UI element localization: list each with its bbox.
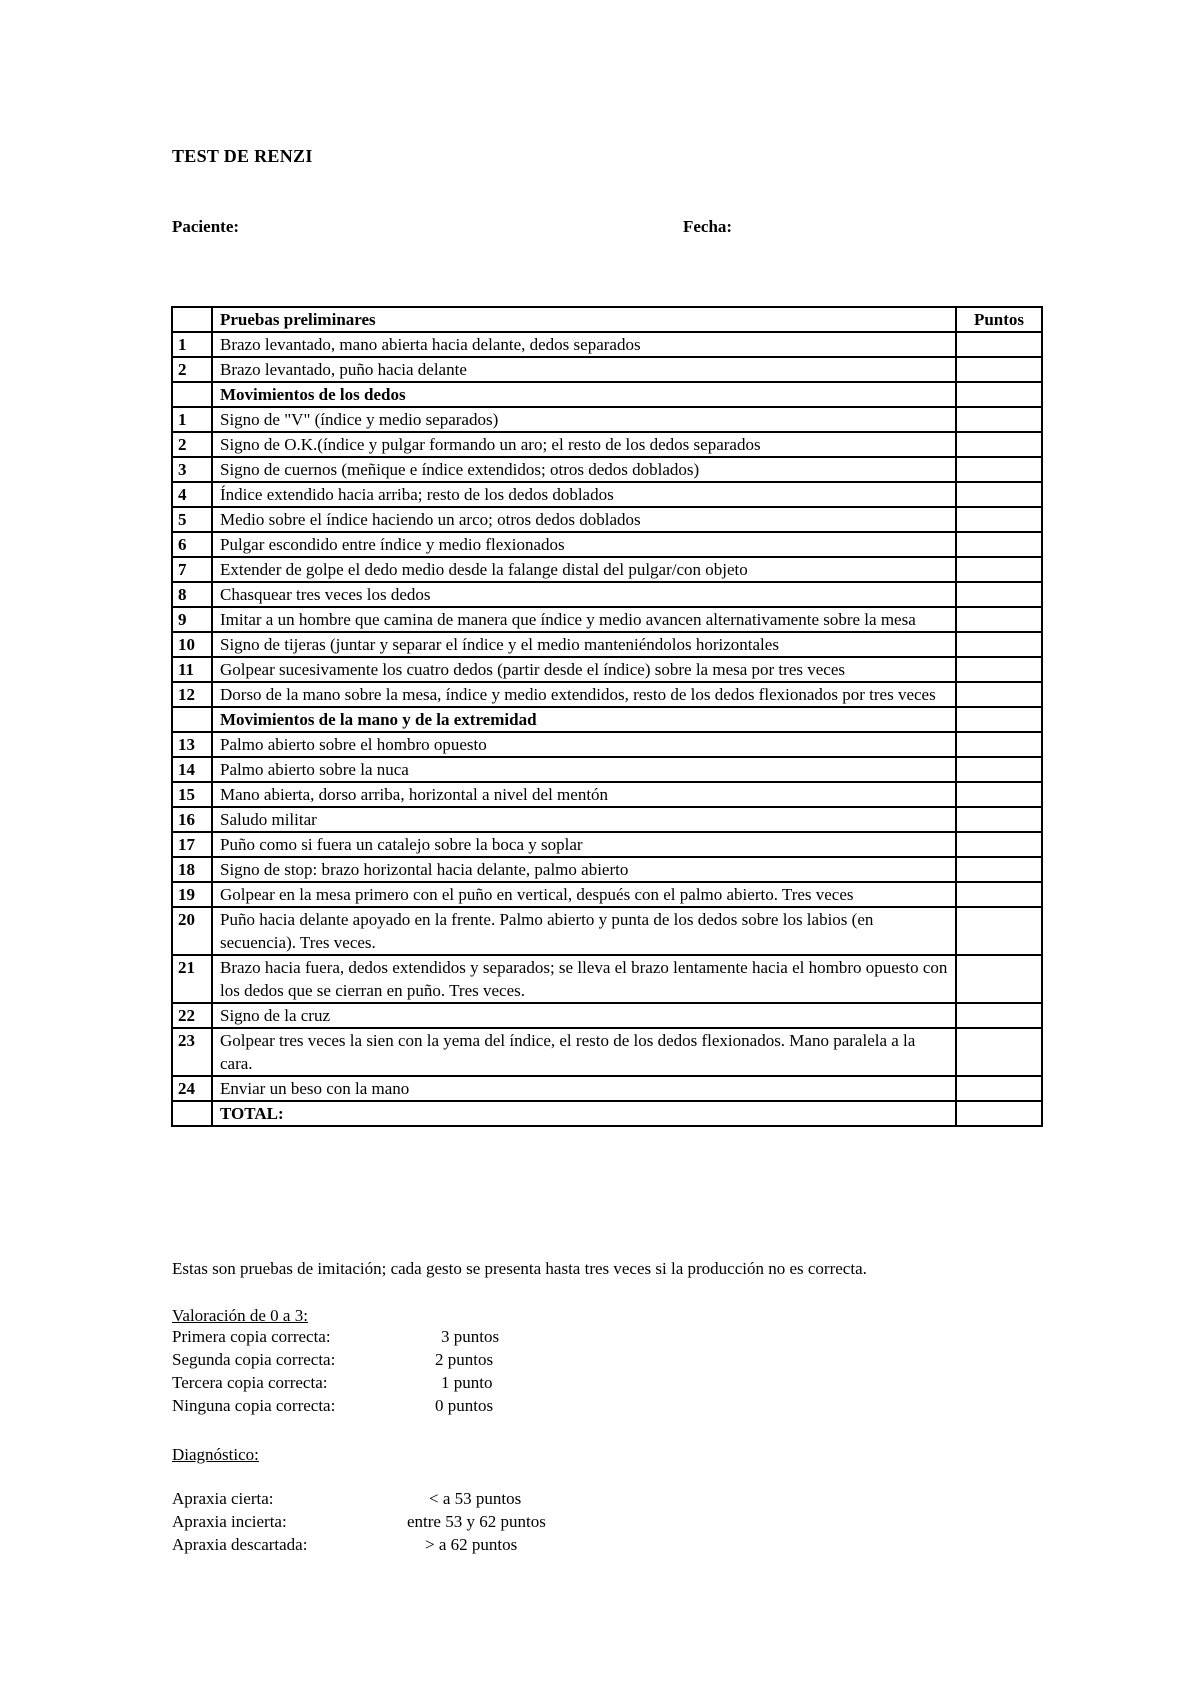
test-number [172,707,212,732]
test-number: 18 [172,857,212,882]
diagnosis-value: > a 62 puntos [425,1535,518,1554]
points-cell[interactable] [956,357,1042,382]
test-description: Índice extendido hacia arriba; resto de los dedos doblados [212,482,956,507]
test-number: 23 [172,1028,212,1076]
test-number: 22 [172,1003,212,1028]
points-cell[interactable] [956,1101,1042,1126]
test-row [172,582,1042,607]
test-number: 20 [172,907,212,955]
test-description: Puño hacia delante apoyado en la frente. Palmo abierto y punta de los dedos sobre los labios (en secuencia). Tres veces. [212,907,956,955]
test-description: Puño como si fuera un catalejo sobre la boca y soplar [212,832,956,857]
test-number: 19 [172,882,212,907]
test-description: Pulgar escondido entre índice y medio flexionados [212,532,956,557]
test-number: 2 [172,357,212,382]
scoring-value: 1 punto [441,1373,493,1392]
diagnosis-title: Diagnóstico: [172,1445,259,1464]
test-description: Golpear sucesivamente los cuatro dedos (partir desde el índice) sobre la mesa por tres veces [212,657,956,682]
section-row [172,1101,1042,1126]
test-number: 7 [172,557,212,582]
points-cell[interactable] [956,707,1042,732]
diagnosis-label: Apraxia descartada: [172,1535,308,1554]
tests-table-body [172,307,1042,1126]
test-description: Chasquear tres veces los dedos [212,582,956,607]
test-number: 8 [172,582,212,607]
test-number: 1 [172,332,212,357]
test-description: Golpear en la mesa primero con el puño en vertical, después con el palmo abierto. Tres veces [212,882,956,907]
test-row [172,457,1042,482]
test-description: Mano abierta, dorso arriba, horizontal a nivel del mentón [212,782,956,807]
points-cell[interactable] [956,482,1042,507]
intro-note: Estas son pruebas de imitación; cada gesto se presenta hasta tres veces si la producción no es correcta. [172,1259,867,1278]
test-row [172,557,1042,582]
points-cell[interactable] [956,382,1042,407]
test-row [172,407,1042,432]
test-row [172,807,1042,832]
test-description: Extender de golpe el dedo medio desde la falange distal del pulgar/con objeto [212,557,956,582]
points-cell[interactable] [956,955,1042,1003]
test-description: Brazo levantado, mano abierta hacia delante, dedos separados [212,332,956,357]
points-cell[interactable] [956,732,1042,757]
test-row [172,1028,1042,1076]
points-cell[interactable] [956,782,1042,807]
section-heading: TOTAL: [212,1101,956,1126]
diagnosis-label: Apraxia incierta: [172,1512,287,1531]
test-description: Signo de O.K.(índice y pulgar formando un aro; el resto de los dedos separados [212,432,956,457]
points-cell[interactable] [956,807,1042,832]
test-description: Palmo abierto sobre el hombro opuesto [212,732,956,757]
test-number [172,382,212,407]
points-cell[interactable] [956,607,1042,632]
test-row [172,782,1042,807]
test-row [172,1076,1042,1101]
section-heading: Movimientos de los dedos [212,382,956,407]
test-description: Brazo levantado, puño hacia delante [212,357,956,382]
scoring-value: 3 puntos [441,1327,500,1346]
scoring-label: Primera copia correcta: [172,1327,331,1346]
test-number: 13 [172,732,212,757]
test-row [172,632,1042,657]
test-description: Imitar a un hombre que camina de manera que índice y medio avancen alternativamente sobre la mesa [212,607,956,632]
test-description: Dorso de la mano sobre la mesa, índice y medio extendidos, resto de los dedos flexionados por tres veces [212,682,956,707]
test-row [172,657,1042,682]
test-number: 14 [172,757,212,782]
test-description: Enviar un beso con la mano [212,1076,956,1101]
test-row [172,732,1042,757]
test-number: 2 [172,432,212,457]
test-row [172,357,1042,382]
test-number: 9 [172,607,212,632]
diagnosis-label: Apraxia cierta: [172,1489,274,1508]
test-description: Signo de tijeras (juntar y separar el índice y el medio manteniéndolos horizontales [212,632,956,657]
points-cell[interactable] [956,1028,1042,1076]
scoring-label: Segunda copia correcta: [172,1350,336,1369]
test-description: Signo de cuernos (meñique e índice extendidos; otros dedos doblados) [212,457,956,482]
section-heading: Pruebas preliminares [212,307,956,332]
points-cell[interactable] [956,557,1042,582]
test-description: Signo de stop: brazo horizontal hacia delante, palmo abierto [212,857,956,882]
points-cell[interactable] [956,907,1042,955]
tests-table [171,306,1043,1127]
test-number: 15 [172,782,212,807]
date-label: Fecha: [683,217,733,236]
points-cell[interactable] [956,432,1042,457]
scoring-value: 2 puntos [435,1350,494,1369]
points-cell[interactable] [956,657,1042,682]
diagnosis-value: < a 53 puntos [429,1489,522,1508]
test-row [172,507,1042,532]
test-row [172,757,1042,782]
points-cell[interactable] [956,457,1042,482]
test-row [172,1003,1042,1028]
test-row [172,332,1042,357]
points-cell[interactable] [956,882,1042,907]
test-number: 24 [172,1076,212,1101]
scoring-value: 0 puntos [435,1396,494,1415]
test-description: Signo de "V" (índice y medio separados) [212,407,956,432]
test-row [172,682,1042,707]
test-number: 12 [172,682,212,707]
test-description: Brazo hacia fuera, dedos extendidos y separados; se lleva el brazo lentamente hacia el hombro opuesto con los dedos que se cierran en puño. Tres veces. [212,955,956,1003]
test-row [172,882,1042,907]
points-cell[interactable] [956,632,1042,657]
test-description: Medio sobre el índice haciendo un arco; otros dedos doblados [212,507,956,532]
points-cell[interactable] [956,857,1042,882]
section-heading: Movimientos de la mano y de la extremidad [212,707,956,732]
test-number: 1 [172,407,212,432]
test-description: Signo de la cruz [212,1003,956,1028]
test-number: 4 [172,482,212,507]
test-row [172,532,1042,557]
test-number: 17 [172,832,212,857]
points-cell[interactable] [956,1003,1042,1028]
points-cell[interactable] [956,332,1042,357]
scoring-label: Tercera copia correcta: [172,1373,328,1392]
points-cell[interactable] [956,582,1042,607]
scoring-title: Valoración de 0 a 3: [172,1306,308,1325]
section-row [172,707,1042,732]
test-row [172,432,1042,457]
test-description: Saludo militar [212,807,956,832]
points-cell[interactable] [956,407,1042,432]
patient-label: Paciente: [172,217,240,236]
section-row [172,382,1042,407]
points-cell[interactable] [956,507,1042,532]
test-number: 21 [172,955,212,1003]
test-row [172,832,1042,857]
points-header: Puntos [956,307,1042,332]
points-cell[interactable] [956,682,1042,707]
test-number: 3 [172,457,212,482]
test-row [172,955,1042,1003]
test-description: Golpear tres veces la sien con la yema del índice, el resto de los dedos flexionados. Mano paralela a la cara. [212,1028,956,1076]
section-row [172,307,1042,332]
test-number: 16 [172,807,212,832]
document-title: TEST DE RENZI [172,146,313,166]
test-number: 5 [172,507,212,532]
test-number [172,307,212,332]
points-cell[interactable] [956,1076,1042,1101]
points-cell[interactable] [956,532,1042,557]
test-number: 10 [172,632,212,657]
test-number [172,1101,212,1126]
test-number: 6 [172,532,212,557]
test-row [172,857,1042,882]
points-cell[interactable] [956,832,1042,857]
test-description: Palmo abierto sobre la nuca [212,757,956,782]
diagnosis-value: entre 53 y 62 puntos [407,1512,546,1531]
points-cell[interactable] [956,757,1042,782]
test-row [172,907,1042,955]
test-row [172,607,1042,632]
test-number: 11 [172,657,212,682]
scoring-label: Ninguna copia correcta: [172,1396,336,1415]
test-row [172,482,1042,507]
